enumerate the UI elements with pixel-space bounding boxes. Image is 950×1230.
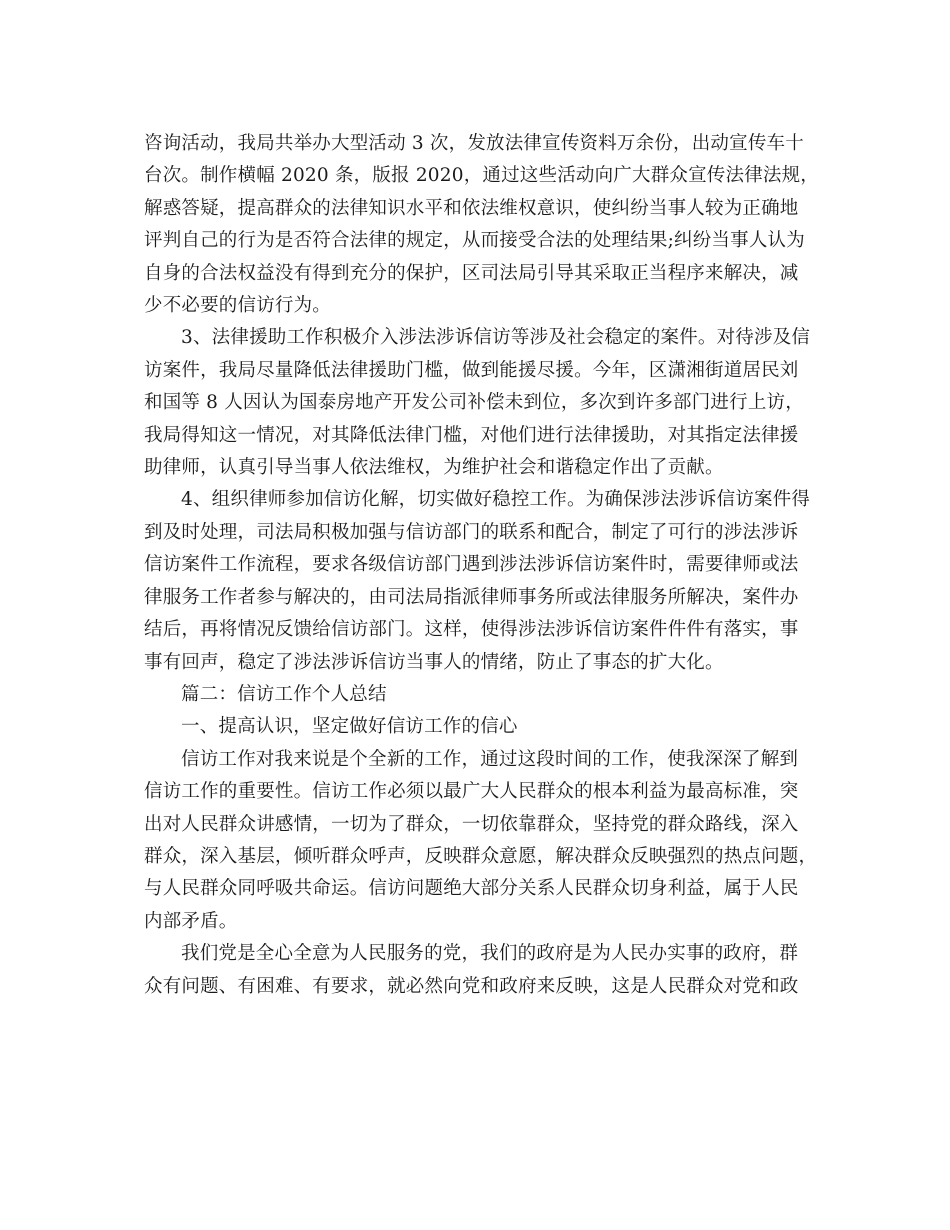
document-body bbox=[144, 128, 820, 1003]
paragraph-line: 助律师，认真引导当事人依法维权，为维护社会和谐稳定作出了贡献。 bbox=[144, 457, 724, 479]
paragraph-first-line: 4、组织律师参加信访化解，切实做好稳控工作。为确保涉法涉诉信访案件得 bbox=[181, 489, 811, 511]
paragraph-line: 少不必要的信访行为。 bbox=[144, 295, 332, 317]
paragraph-line: 解惑答疑，提高群众的法律知识水平和依法维权意识，使纠纷当事人较为正确地 bbox=[144, 197, 799, 219]
paragraph-line: 众有问题、有困难、有要求，就必然向党和政府来反映，这是人民群众对党和政 bbox=[144, 975, 799, 997]
paragraph-line: 我局得知这一情况，对其降低法律门槛，对他们进行法律援助，对其指定法律援 bbox=[144, 424, 799, 446]
paragraph-line: 自身的合法权益没有得到充分的保护，区司法局引导其采取正当程序来解决，减 bbox=[144, 262, 799, 284]
paragraph-first-line: 3、法律援助工作积极介入涉法涉诉信访等涉及社会稳定的案件。对待涉及信 bbox=[181, 327, 811, 349]
paragraph-line: 事有回声，稳定了涉法涉诉信访当事人的情绪，防止了事态的扩大化。 bbox=[144, 651, 724, 673]
paragraph-line: 律服务工作者参与解决的，由司法局指派律师事务所或法律服务所解决，案件办 bbox=[144, 586, 799, 608]
paragraph-first-line: 信访工作对我来说是个全新的工作，通过这段时间的工作，使我深深了解到 bbox=[181, 748, 799, 770]
paragraph-line: 咨询活动，我局共举办大型活动 3 次，发放法律宣传资料万余份，出动宣传车十 bbox=[144, 133, 804, 154]
paragraph-line: 评判自己的行为是否符合法律的规定，从而接受合法的处理结果;纠纷当事人认为 bbox=[144, 230, 805, 252]
paragraph-line: 与人民群众同呼吸共命运。信访问题绝大部分关系人民群众切身利益，属于人民 bbox=[144, 878, 799, 900]
paragraph-line: 台次。制作横幅 2020 条，版报 2020，通过这些活动向广大群众宣传法律法规， bbox=[144, 165, 820, 187]
paragraph-line: 内部矛盾。 bbox=[144, 910, 238, 932]
paragraph-line: 信访工作的重要性。信访工作必须以最广大人民群众的根本利益为最高标准，突 bbox=[144, 781, 799, 803]
paragraph-line: 信访案件工作流程，要求各级信访部门遇到涉法涉诉信访案件时，需要律师或法 bbox=[144, 554, 799, 576]
paragraph-first-line: 我们党是全心全意为人民服务的党，我们的政府是为人民办实事的政府，群 bbox=[181, 943, 799, 965]
paragraph-line: 和国等 8 人因认为国泰房地产开发公司补偿未到位，多次到许多部门进行上访， bbox=[144, 392, 804, 414]
paragraph-first-line: 篇二：信访工作个人总结 bbox=[181, 683, 387, 705]
paragraph-line: 出对人民群众讲感情，一切为了群众，一切依靠群众，坚持党的群众路线，深入 bbox=[144, 813, 799, 835]
paragraph-line: 访案件，我局尽量降低法律援助门槛，做到能援尽援。今年，区潇湘街道居民刘 bbox=[144, 359, 799, 381]
paragraph-line: 到及时处理，司法局积极加强与信访部门的联系和配合，制定了可行的涉法涉诉 bbox=[144, 521, 799, 543]
paragraph-first-line: 一、提高认识，坚定做好信访工作的信心 bbox=[181, 716, 518, 738]
paragraph-line: 结后，再将情况反馈给信访部门。这样，使得涉法涉诉信访案件件件有落实，事 bbox=[144, 619, 799, 641]
paragraph-line: 群众，深入基层，倾听群众呼声，反映群众意愿，解决群众反映强烈的热点问题， bbox=[144, 845, 818, 867]
